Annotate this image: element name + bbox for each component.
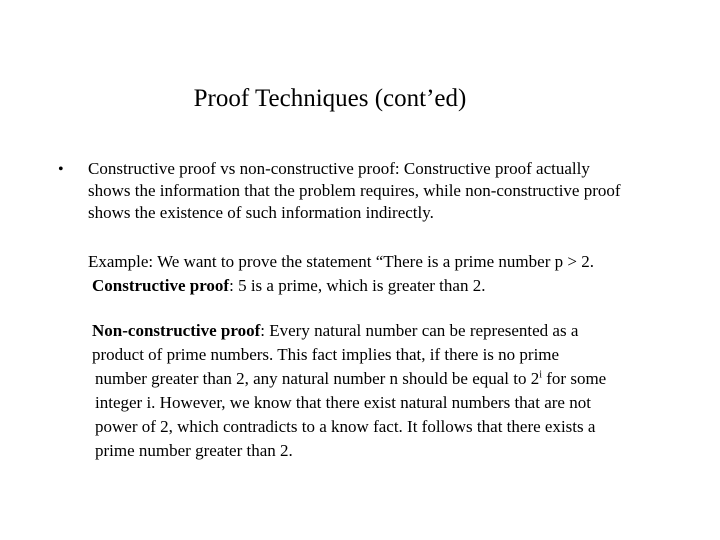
exponent: i (539, 369, 543, 381)
line-text: number greater than 2, any natural number n should be equal to 2 (95, 369, 540, 388)
line-tail: for some (542, 369, 607, 388)
nonconstructive-line (92, 320, 578, 342)
example-line: Example: We want to prove the statement “There is a prime number p > 2. (88, 252, 594, 271)
paragraph-line-1: Constructive proof vs non-constructive proof: Constructive proof actually (88, 159, 590, 178)
slide-title: Proof Techniques (cont’ed) (193, 85, 467, 112)
nonconstructive-text: : Every natural number can be represented as a (260, 321, 579, 340)
nonconstructive-line-2: product of prime numbers. This fact implies that, if there is no prime (92, 345, 560, 364)
paragraph-line-3: shows the existence of such information indirectly. (88, 203, 434, 222)
nonconstructive-line-5: power of 2, which contradicts to a know fact. It follows that there exists a (95, 417, 596, 436)
nonconstructive-line-6: prime number greater than 2. (95, 441, 293, 460)
paragraph-line-2: shows the information that the problem requires, while non-constructive proof (88, 181, 621, 200)
constructive-line (92, 275, 485, 297)
constructive-text: : 5 is a prime, which is greater than 2. (229, 276, 486, 295)
nonconstructive-label: Non-constructive proof (92, 321, 261, 340)
constructive-label: Constructive proof (92, 276, 230, 295)
nonconstructive-line-3 (95, 368, 606, 390)
bullet-dot: • (58, 161, 64, 178)
nonconstructive-line-4: integer i. However, we know that there exist natural numbers that are not (95, 393, 591, 412)
